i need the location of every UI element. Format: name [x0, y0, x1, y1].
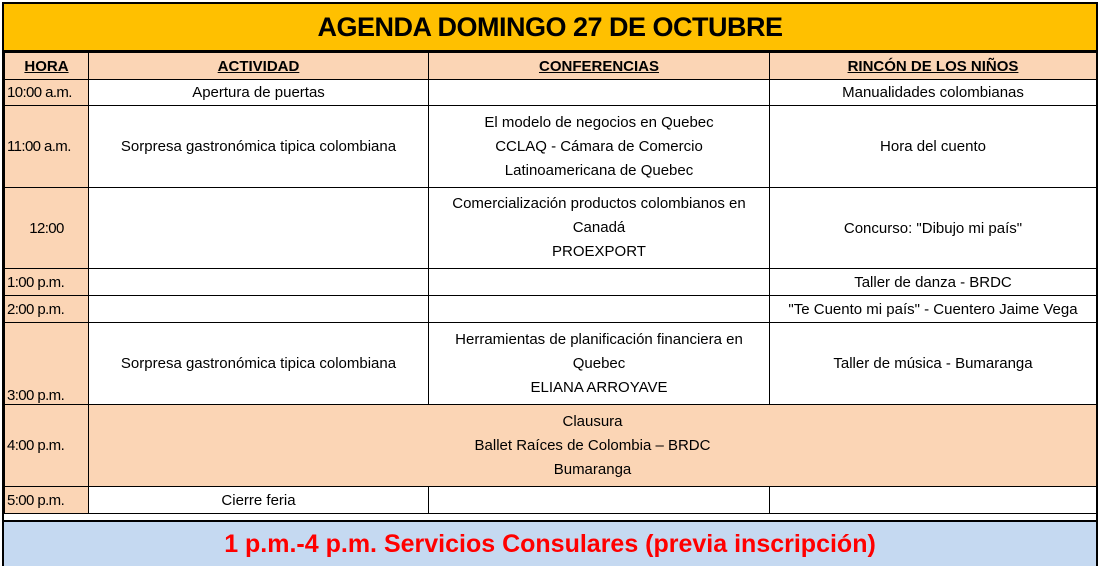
conferencia-line: El modelo de negocios en Quebec	[484, 113, 714, 131]
conferencia-line: Canadá	[572, 219, 626, 236]
hora-cell: 3:00 p.m.	[5, 323, 89, 405]
hora-cell: 5:00 p.m.	[5, 487, 89, 514]
conferencias-cell	[429, 296, 770, 323]
actividad-cell: Cierre feria	[89, 487, 429, 514]
actividad-cell: Sorpresa gastronómica tipica colombiana	[89, 106, 429, 188]
consular-services-banner: 1 p.m.-4 p.m. Servicios Consulares (previa inscripción)	[4, 520, 1096, 566]
conferencia-line: Comercialización productos colombianos en	[452, 195, 746, 212]
clausura-line: Bumaranga	[553, 460, 632, 478]
header-actividad: ACTIVIDAD	[89, 53, 429, 80]
conferencia-line: PROEXPORT	[552, 243, 646, 260]
conferencias-cell	[429, 323, 770, 405]
conferencias-cell	[429, 80, 770, 106]
agenda-table	[4, 52, 1097, 514]
conferencia-line: ELIANA ARROYAVE	[530, 378, 668, 396]
hora-cell: 2:00 p.m.	[5, 296, 89, 323]
header-row	[5, 53, 1097, 80]
header-ninos: RINCÓN DE LOS NIÑOS	[770, 53, 1097, 80]
table-row	[5, 106, 1097, 188]
agenda-title: AGENDA DOMINGO 27 DE OCTUBRE	[4, 4, 1096, 52]
header-hora: HORA	[5, 53, 89, 80]
table-row	[5, 296, 1097, 323]
clausura-line: Ballet Raíces de Colombia – BRDC	[474, 436, 711, 454]
ninos-cell: Manualidades colombianas	[770, 80, 1097, 106]
header-conferencias: CONFERENCIAS	[429, 53, 770, 80]
conferencia-line: Herramientas de planificación financiera en	[455, 330, 743, 348]
hora-cell: 4:00 p.m.	[5, 405, 89, 487]
ninos-cell: Taller de danza - BRDC	[770, 269, 1097, 296]
ninos-cell: Hora del cuento	[770, 106, 1097, 188]
conferencia-line: Quebec	[572, 354, 626, 372]
hora-cell: 1:00 p.m.	[5, 269, 89, 296]
actividad-cell	[89, 269, 429, 296]
hora-cell: 10:00 a.m.	[5, 80, 89, 106]
table-row	[5, 487, 1097, 514]
clausura-line: Clausura	[562, 412, 623, 430]
table-row	[5, 188, 1097, 269]
ninos-cell: Concurso: "Dibujo mi país"	[770, 188, 1097, 269]
hora-cell: 12:00	[5, 188, 89, 269]
table-row	[5, 269, 1097, 296]
ninos-cell	[770, 487, 1097, 514]
actividad-cell: Sorpresa gastronómica tipica colombiana	[89, 323, 429, 405]
conferencias-cell	[429, 106, 770, 188]
hora-cell: 11:00 a.m.	[5, 106, 89, 188]
conferencia-line: CCLAQ - Cámara de Comercio	[495, 137, 703, 155]
table-row	[5, 323, 1097, 405]
actividad-cell: Apertura de puertas	[89, 80, 429, 106]
table-row	[5, 405, 1097, 487]
clausura-cell	[89, 405, 1097, 487]
conferencia-line: Latinoamericana de Quebec	[504, 161, 694, 179]
agenda-sheet	[2, 2, 1098, 566]
ninos-cell: Taller de música - Bumaranga	[770, 323, 1097, 405]
conferencias-cell	[429, 269, 770, 296]
actividad-cell	[89, 296, 429, 323]
conferencias-cell	[429, 487, 770, 514]
table-row	[5, 80, 1097, 106]
ninos-cell: "Te Cuento mi país" - Cuentero Jaime Vega	[770, 296, 1097, 323]
actividad-cell	[89, 188, 429, 269]
conferencias-cell	[429, 188, 770, 269]
